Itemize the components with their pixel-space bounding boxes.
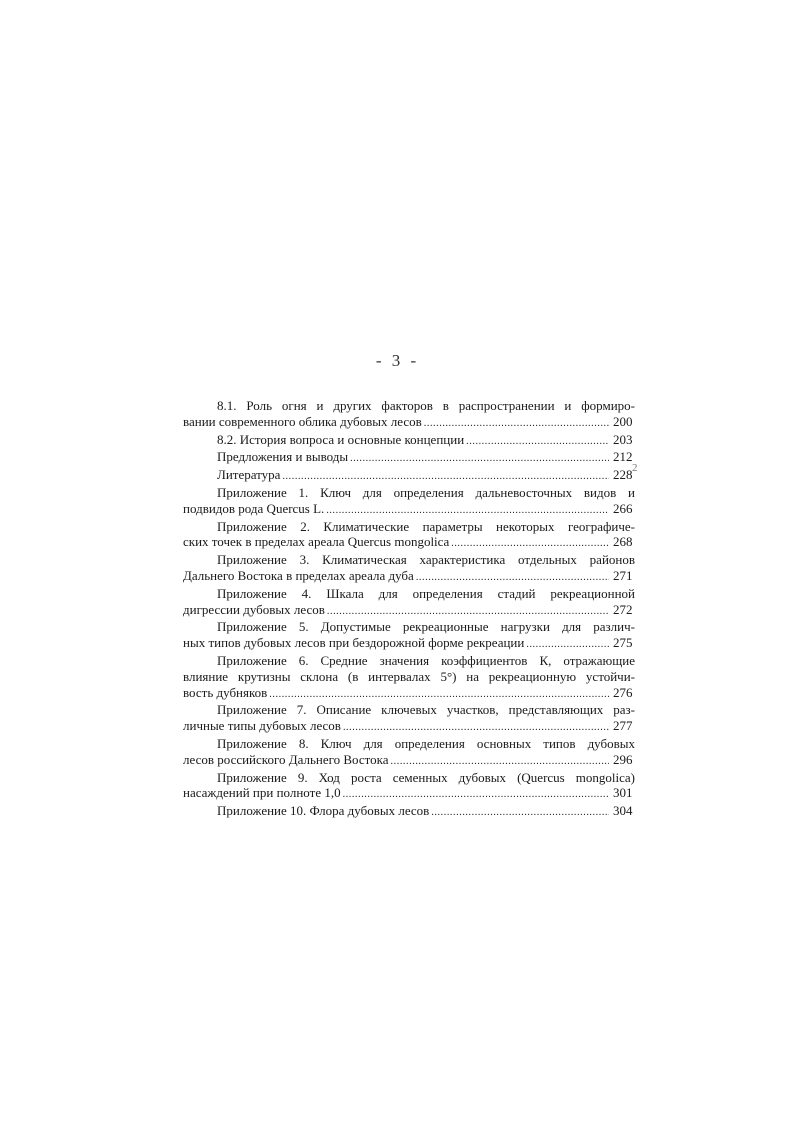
toc-entry-line: Приложение 9. Ход роста семенных дубовых (Quercus mongolica)	[217, 769, 635, 785]
toc-entry-line: Приложение 2. Климатические параметры некоторых географиче-	[217, 518, 635, 534]
toc-page-number: 200	[613, 413, 633, 429]
toc-entry-line: влияние крутизны склона (в интервалах 5°) на рекреационную устойчи-	[183, 668, 635, 684]
toc-entry-title: ских точек в пределах ареала Quercus mongolica	[183, 534, 450, 550]
dot-leader	[269, 687, 609, 703]
toc-entry-title: Предложения и выводы	[217, 449, 349, 465]
toc-entry-last-line	[183, 635, 635, 653]
toc-entry-last-line	[183, 534, 635, 552]
toc-entry-line: Приложение 3. Климатическая характеристика отдельных районов	[217, 552, 635, 568]
toc-entry-line: Приложение 1. Ключ для определения дальневосточных видов и	[217, 484, 635, 500]
toc-entry	[183, 770, 635, 804]
toc-entry-line: Приложение 7. Описание ключевых участков, представляющих раз-	[217, 702, 635, 718]
toc-entry-title: ных типов дубовых лесов при бездорожной форме рекреации	[183, 635, 525, 651]
toc-entry-title: личные типы дубовых лесов	[183, 718, 341, 734]
toc-entry	[183, 398, 635, 432]
dot-leader	[350, 451, 609, 467]
toc-entry-last-line	[183, 785, 635, 803]
toc-page-number: 276	[613, 684, 633, 700]
toc-entry	[183, 619, 635, 653]
toc-entry-last-line	[183, 501, 635, 519]
toc-entry-title: насаждений при полноте 1,0	[183, 785, 341, 801]
table-of-contents	[183, 398, 635, 821]
dot-leader	[391, 754, 609, 770]
toc-entry-title: подвидов рода Quercus L.	[183, 500, 325, 516]
toc-page-number: 301	[613, 785, 633, 801]
margin-mark: 2	[632, 462, 638, 474]
toc-entry-last-line	[183, 449, 635, 467]
toc-entry	[183, 432, 635, 450]
toc-entry-title: 8.2. История вопроса и основные концепции	[217, 431, 465, 447]
toc-entry-last-line	[183, 718, 635, 736]
toc-page-number: 272	[613, 601, 633, 617]
dot-leader	[431, 805, 609, 821]
toc-entry-line: 8.1. Роль огня и других факторов в распространении и формиро-	[217, 398, 635, 413]
toc-entry-title: вость дубняков	[183, 684, 268, 700]
dot-leader	[282, 469, 609, 485]
toc-entry	[183, 485, 635, 519]
dot-leader	[327, 604, 609, 620]
toc-entry-line: Приложение 6. Средние значения коэффициентов К, отражающие	[217, 652, 635, 668]
toc-page-number: 266	[613, 500, 633, 516]
dot-leader	[526, 637, 609, 653]
dot-leader	[326, 503, 609, 519]
toc-entry-title: вании современного облика дубовых лесов	[183, 413, 422, 429]
toc-entry-last-line	[183, 752, 635, 770]
toc-entry-title: дигрессии дубовых лесов	[183, 601, 325, 617]
toc-page-number: 268	[613, 534, 633, 550]
dot-leader	[343, 787, 609, 803]
toc-page-number: 212	[613, 449, 633, 465]
toc-entry-last-line	[183, 568, 635, 586]
toc-entry	[183, 519, 635, 553]
toc-entry-last-line	[183, 803, 635, 821]
toc-entry	[183, 552, 635, 586]
toc-page-number: 277	[613, 718, 633, 734]
page-number: - 3 -	[375, 351, 420, 370]
toc-page-number: 304	[613, 803, 633, 819]
toc-entry-last-line	[183, 432, 635, 450]
toc-entry-line: Приложение 8. Ключ для определения основных типов дубовых	[217, 735, 635, 751]
toc-page-number: 275	[613, 635, 633, 651]
toc-entry-last-line	[183, 414, 635, 432]
toc-entry	[183, 467, 635, 485]
dot-leader	[424, 416, 609, 432]
toc-entry-last-line	[183, 602, 635, 620]
toc-page-number: 271	[613, 567, 633, 583]
toc-entry	[183, 449, 635, 467]
toc-entry	[183, 702, 635, 736]
toc-entry-title: Литература	[217, 467, 281, 483]
toc-page-number: 203	[613, 431, 633, 447]
dot-leader	[416, 570, 609, 586]
dot-leader	[451, 536, 609, 552]
toc-page-number: 296	[613, 751, 633, 767]
toc-entry-title: Дальнего Востока в пределах ареала дуба	[183, 567, 414, 583]
toc-entry	[183, 653, 635, 702]
toc-entry	[183, 736, 635, 770]
toc-entry-title: лесов российского Дальнего Востока	[183, 751, 389, 767]
toc-entry-line: Приложение 5. Допустимые рекреационные нагрузки для различ-	[217, 619, 635, 635]
toc-entry-title: Приложение 10. Флора дубовых лесов	[217, 803, 430, 819]
toc-entry	[183, 803, 635, 821]
dot-leader	[343, 720, 609, 736]
toc-entry-last-line	[183, 685, 635, 703]
toc-entry	[183, 586, 635, 620]
toc-entry-last-line	[183, 467, 635, 485]
dot-leader	[466, 434, 609, 450]
toc-entry-line: Приложение 4. Шкала для определения стадий рекреационной	[217, 585, 635, 601]
toc-page-number: 228	[613, 467, 633, 483]
